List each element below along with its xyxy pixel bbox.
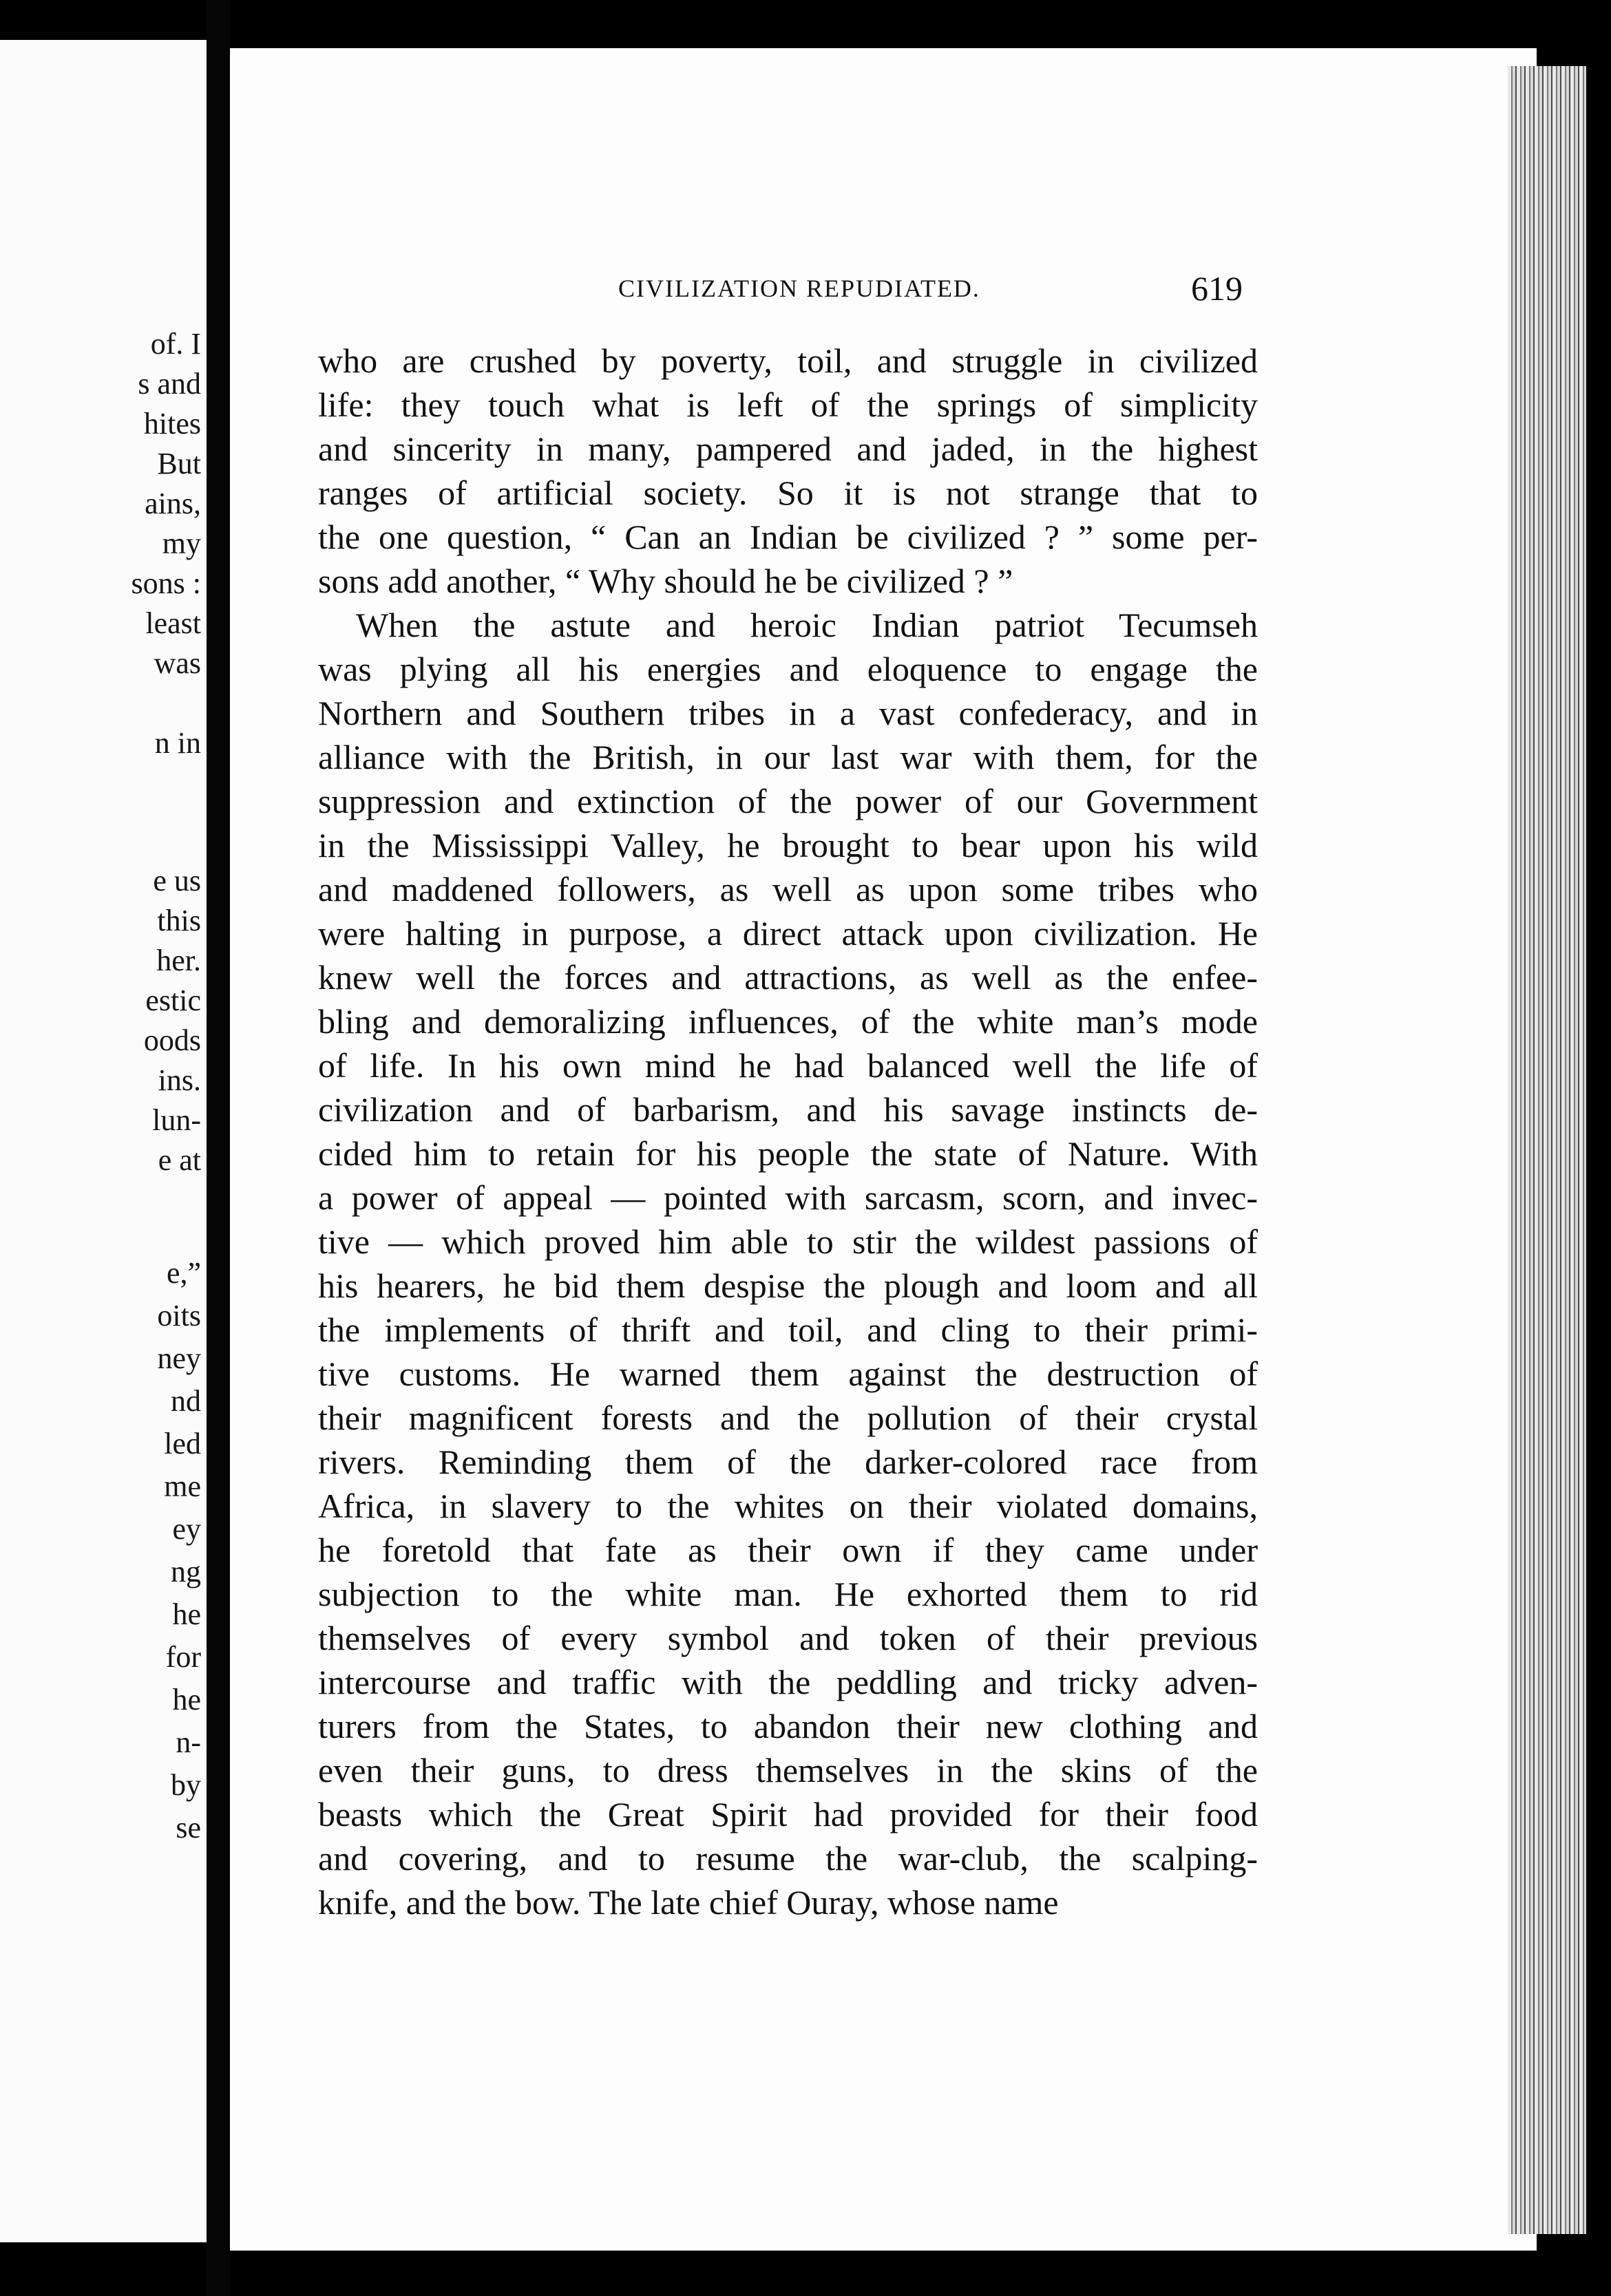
facing-page-fragment: ins. — [158, 1063, 201, 1097]
facing-page-fragment: he — [172, 1683, 201, 1716]
running-head: CIVILIZATION REPUDIATED. — [618, 275, 980, 302]
text-line: sons add another, “ Why should he be civilized ? ” — [318, 562, 1013, 600]
text-line: bling and demoralizing influences, of the white man’s mode — [318, 1002, 1258, 1041]
text-line: civilization and of barbarism, and his savage instincts de- — [318, 1090, 1258, 1129]
facing-page-fragment: n in — [154, 726, 201, 760]
text-line: rivers. Reminding them of the darker-colored race from — [318, 1443, 1258, 1481]
facing-page-fragment: me — [164, 1469, 201, 1503]
text-line: the implements of thrift and toil, and cling to their primi- — [318, 1310, 1258, 1349]
facing-page-fragment: ng — [171, 1555, 201, 1588]
facing-page-fragment: least — [145, 606, 201, 640]
text-line: subjection to the white man. He exhorted them to rid — [318, 1575, 1258, 1613]
text-line: alliance with the British, in our last war with them, for the — [318, 738, 1258, 776]
facing-page-fragment: for — [165, 1640, 201, 1674]
text-line: of life. In his own mind he had balanced well the life of — [318, 1046, 1258, 1085]
text-line: their magnificent forests and the pollution of their crystal — [318, 1399, 1258, 1437]
text-line: intercourse and traffic with the peddling and tricky adven- — [318, 1663, 1258, 1701]
facing-page-fragment: my — [162, 527, 201, 560]
body-text — [318, 339, 1258, 1924]
facing-page-fragment: ey — [172, 1512, 201, 1546]
text-line: in the Mississippi Valley, he brought to bear upon his wild — [318, 826, 1258, 864]
text-line: beasts which the Great Spirit had provided for their food — [318, 1795, 1258, 1833]
facing-page-fragment: e at — [158, 1143, 201, 1177]
facing-page-fragment: ney — [157, 1341, 201, 1375]
text-line: even their guns, to dress themselves in the skins of the — [318, 1751, 1258, 1789]
book-gutter — [207, 0, 230, 2296]
text-line: themselves of every symbol and token of their previous — [318, 1619, 1258, 1657]
facing-page-fragment: was — [154, 646, 201, 680]
facing-page-fragment: e,” — [166, 1256, 201, 1290]
facing-page-fragment: lun- — [152, 1103, 201, 1137]
text-line: he foretold that fate as their own if they came under — [318, 1531, 1258, 1569]
facing-page-fragment: nd — [171, 1384, 201, 1418]
text-line: and maddened followers, as well as upon some tribes who — [318, 870, 1258, 908]
page-number: 619 — [1191, 269, 1243, 308]
text-line: the one question, “ Can an Indian be civilized ? ” some per- — [318, 518, 1258, 556]
text-line: Northern and Southern tribes in a vast confederacy, and in — [318, 694, 1258, 732]
text-line: When the astute and heroic Indian patriot Tecumseh — [356, 606, 1258, 644]
text-line: cided him to retain for his people the state of Nature. With — [318, 1134, 1258, 1173]
facing-page-fragment: hites — [143, 407, 201, 440]
text-line: and sincerity in many, pampered and jaded, in the highest — [318, 429, 1258, 468]
text-line: tive — which proved him able to stir the wildest passions of — [318, 1222, 1258, 1261]
facing-page-fragment: of. I — [150, 327, 201, 361]
text-line: who are crushed by poverty, toil, and struggle in civilized — [318, 341, 1258, 380]
facing-page-fragment: by — [171, 1768, 201, 1802]
facing-page-fragment: oits — [157, 1299, 201, 1332]
text-line: suppression and extinction of the power of our Government — [318, 782, 1258, 820]
facing-page-fragment: sons : — [131, 566, 201, 600]
text-line: knife, and the bow. The late chief Ouray, whose name — [318, 1883, 1059, 1922]
facing-page-fragment: oods — [143, 1023, 201, 1057]
facing-page — [0, 40, 207, 2242]
text-line: turers from the States, to abandon their new clothing and — [318, 1707, 1258, 1745]
text-line: was plying all his energies and eloquence to engage the — [318, 650, 1258, 688]
facing-page-fragment: se — [176, 1811, 201, 1845]
facing-page-fragment: But — [157, 447, 201, 480]
text-line: life: they touch what is left of the springs of simplicity — [318, 385, 1258, 424]
text-line: Africa, in slavery to the whites on their violated domains, — [318, 1487, 1258, 1525]
facing-page-fragment: estic — [145, 984, 201, 1017]
text-line: and covering, and to resume the war-club, the scalping- — [318, 1839, 1258, 1878]
text-line: ranges of artificial society. So it is not strange that to — [318, 474, 1258, 512]
facing-page-fragment: e us — [153, 864, 201, 897]
facing-page-fragment: n- — [176, 1725, 201, 1759]
page-edges — [1508, 66, 1586, 2234]
text-line: a power of appeal — pointed with sarcasm, scorn, and invec- — [318, 1178, 1258, 1217]
facing-page-fragment: led — [164, 1427, 201, 1460]
facing-page-fragment: he — [172, 1597, 201, 1631]
facing-page-fragment: her. — [156, 944, 201, 977]
text-line: his hearers, he bid them despise the plough and loom and all — [318, 1266, 1258, 1305]
facing-page-fragment: ains, — [145, 487, 201, 520]
text-line: were halting in purpose, a direct attack upon civilization. He — [318, 914, 1258, 953]
text-line: tive customs. He warned them against the destruction of — [318, 1354, 1258, 1393]
facing-page-fragment: this — [157, 904, 201, 937]
text-line: knew well the forces and attractions, as well as the enfee- — [318, 958, 1258, 997]
facing-page-fragment: s and — [138, 367, 201, 401]
